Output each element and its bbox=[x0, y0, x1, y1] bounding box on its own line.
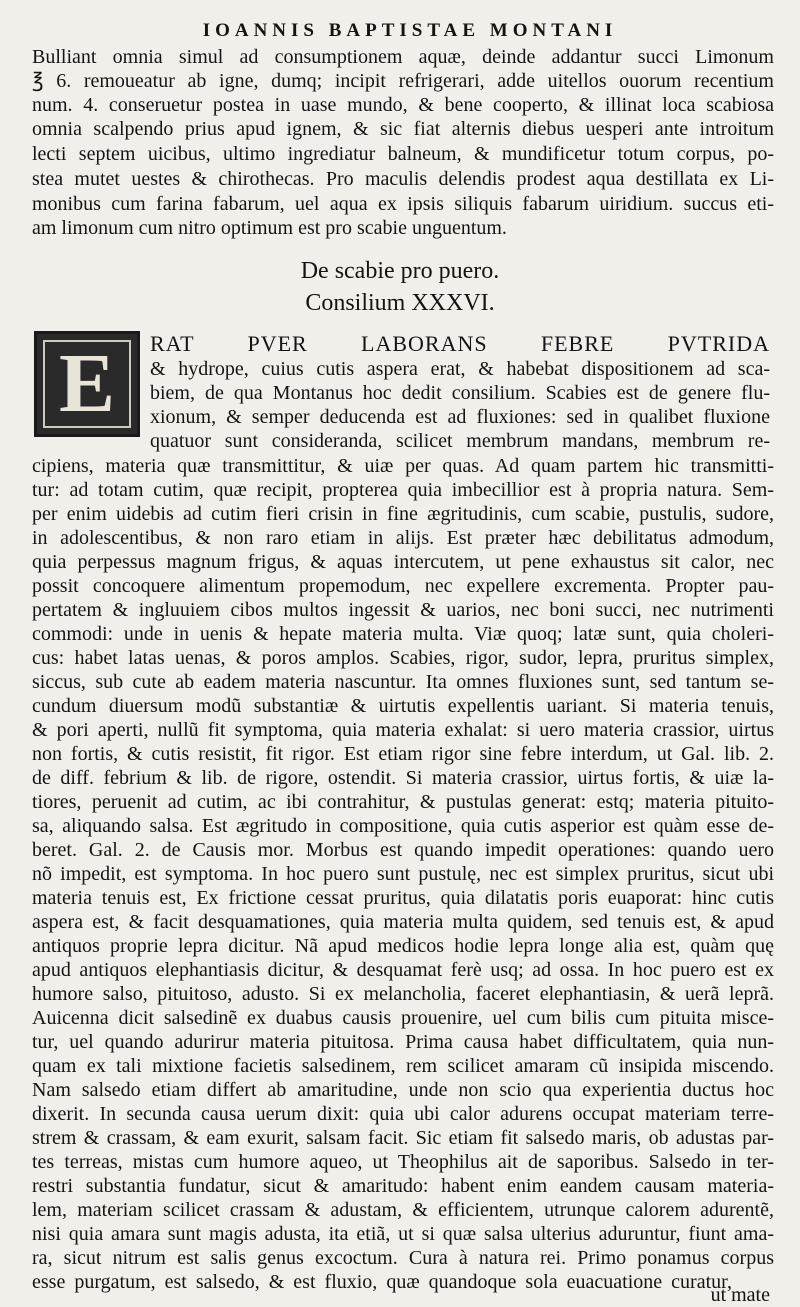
consilium-title: Consilium XXXVI. bbox=[305, 290, 495, 316]
decorated-initial bbox=[34, 331, 140, 437]
text-line: siccus, sub cute ab eadem materia nascuntur. Ita omnes fluxiones sunt, sed tantum se- bbox=[32, 671, 774, 693]
text-line: nõ impedit, est symptoma. In hoc puero sunt pustulę, nec est simplex pruritus, sicut ubi bbox=[32, 863, 774, 885]
text-line: tur: ad totam cutim, quæ recipit, propterea quia imbecillior est à propria natura. Sem- bbox=[32, 479, 774, 501]
text-line: quatuor sunt consideranda, scilicet membrum mandans, membrum re- bbox=[150, 430, 770, 452]
text-line: sa, aliquando salsa. Est ægritudo in compositione, quia cutis asperior est quàm esse de- bbox=[32, 815, 774, 837]
text-line: tes terreas, mistas cum humore aqueo, ut Theophilus ait de saporibus. Salsedo in ter- bbox=[32, 1151, 774, 1173]
running-header: IOANNIS BAPTISTAE MONTANI bbox=[202, 20, 618, 41]
text-line: ra, sicut nitrum est salis genus excoctum. Cura à natura rei. Primo ponamus corpus bbox=[32, 1247, 774, 1269]
text-line: Bulliant omnia simul ad consumptionem aquæ, deinde addantur succi Limonum bbox=[32, 46, 774, 68]
text-line: esse purgatum, est salsedo, & est fluxio, quæ quandoque sola euacuatione curatur, bbox=[32, 1271, 732, 1293]
text-line: ℥ 6. remoueatur ab igne, dumq; incipit refrigerari, adde uitellos ouorum recentium bbox=[32, 70, 774, 92]
text-line: humore salso, pituitoso, adusto. Si ex melancholia, faceret elephantiasin, & uerã leprã. bbox=[32, 983, 774, 1005]
text-line: monibus cum farina fabarum, uel aqua ex ipsis siliquis fabarum uiridium. succus eti- bbox=[32, 193, 774, 215]
text-line: materia tenuis est, Ex frictione cessat pruritus, quia dilatatis poris euaporat: hinc cutis bbox=[32, 887, 774, 909]
text-line: dixerit. In secunda causa uerum dixit: quia ubi calor adurens occupat materiam terre- bbox=[32, 1103, 774, 1125]
initial-letter: E bbox=[58, 337, 116, 430]
text-line: pertatem & ingluuiem cibos multos ingessit & uarios, nec boni succi, nec nutrimenti bbox=[32, 599, 774, 621]
text-line: lem, materiam scilicet crassam & adustam, & efficientem, utrunque calorem adurentẽ, bbox=[32, 1199, 774, 1221]
text-line: quia perpessus magnum frigus, & aquas intercutem, ut pene exhaustus sit calor, nec bbox=[32, 551, 774, 573]
text-line: commodi: unde in uenis & hepate materia multa. Viæ quoq; latæ sunt, quia choleri- bbox=[32, 623, 774, 645]
text-line: num. 4. conseruetur postea in uase mundo, & bene cooperto, & illinat loca scabiosa bbox=[32, 94, 774, 116]
catchword: ut mate bbox=[710, 1284, 770, 1306]
text-line: non fortis, & cutis resistit, fit rigor. Est etiam rigor sine febre interdum, ut Gal. lib. 2. bbox=[32, 743, 774, 765]
text-line: Nam salsedo etiam differt ab amaritudine, unde non scio qua experientia ductus hoc bbox=[32, 1079, 774, 1101]
first-line-caps: RAT PVER LABORANS FEBRE PVTRIDA bbox=[150, 333, 770, 355]
text-line: quam ex tali mixtione facietis salsedinem, rem scilicet amaram cũ insipida miscendo. bbox=[32, 1055, 774, 1077]
text-line: & pori aperti, nullũ fit symptoma, quia materia exhalat: si uero materia crassior, uirtus bbox=[32, 719, 774, 741]
text-line: & hydrope, cuius cutis aspera erat, & habebat dispositionem ad sca- bbox=[150, 358, 770, 380]
text-line: cundum diuersum modũ substantiæ & uirtutis expellentis uariant. Si materia tenuis, bbox=[32, 695, 774, 717]
text-line: antiquos proprie lepra dicitur. Nã apud medicos hodie lepra longe alia est, quàm quę bbox=[32, 935, 774, 957]
text-line: strem & crassam, & eam exurit, salsam facit. Sic etiam fit salsedo maris, ob adustas par- bbox=[32, 1127, 774, 1149]
text-line: biem, de qua Montanus hoc dedit consilium. Scabies est de genere flu- bbox=[150, 382, 770, 404]
text-line: possit concoquere alimentum propemodum, nec expellere excrementa. Propter pau- bbox=[32, 575, 774, 597]
section-title: De scabie pro puero. bbox=[300, 258, 500, 284]
text-line: stea mutet uestes & chirothecas. Pro maculis delendis prodest aqua destillata ex Li- bbox=[32, 168, 774, 190]
text-line: aspera est, & facit desquamationes, quia materia multa quidem, sed tenuis est, & apud bbox=[32, 911, 774, 933]
text-line: tur, uel quando adurirur materia pituitosa. Prima causa habet difficultatem, quia nun- bbox=[32, 1031, 774, 1053]
text-line: in adolescentibus, & non raro etiam in alijs. Est præter hæc debilitatus admodum, bbox=[32, 527, 774, 549]
text-line: am limonum cum nitro optimum est pro scabie unguentum. bbox=[32, 217, 507, 239]
text-line: per enim uidebis ad cutim fieri crisin in fine ægritudinis, cum scabie, pustulis, sudore, bbox=[32, 503, 774, 525]
text-line: tiores, peruenit ad cutim, ac ibi contrahitur, & pustulas generat: estq; materia pituito- bbox=[32, 791, 774, 813]
text-line: beret. Gal. 2. de Causis mor. Morbus est quando impedit operationes: quando uero bbox=[32, 839, 774, 861]
text-line: lecti septem uicibus, ultimo ingrediatur balneum, & mundificetur totum corpus, po- bbox=[32, 143, 774, 165]
text-line: xionum, & semper deducenda est ad fluxiones: sed in qualibet fluxione bbox=[150, 406, 770, 428]
text-line: nisi quia amara sunt magis adusta, ita etiã, ut si quæ salsa ulterius aduruntur, fiunt ama- bbox=[32, 1223, 774, 1245]
text-line: omnia scalpendo prius apud ignem, & sic fiat alternis diebus uesperi ante introitum bbox=[32, 118, 774, 140]
text-line: cus: habet latas uenas, & poros amplos. Scabies, rigor, sudor, lepra, pruritus simplex, bbox=[32, 647, 774, 669]
text-line: Auicenna dicit salsedinẽ ex duabus causis prouenire, uel cum bilis cum pituita misce- bbox=[32, 1007, 774, 1029]
text-line: apud antiquos elephantiasis dicitur, & desquamat ferè usq; ad ossa. In hoc puero est ex bbox=[32, 959, 774, 981]
text-line: restri substantia fundatur, sicut & amaritudo: habent enim eandem causam materia- bbox=[32, 1175, 774, 1197]
text-line: cipiens, materia quæ transmittitur, & uiæ per quas. Ad quam partem hic transmitti- bbox=[32, 455, 774, 477]
text-line: de diff. febrium & lib. de rigore, ostendit. Si materia crassior, uirtus fortis, & uiæ la- bbox=[32, 767, 774, 789]
